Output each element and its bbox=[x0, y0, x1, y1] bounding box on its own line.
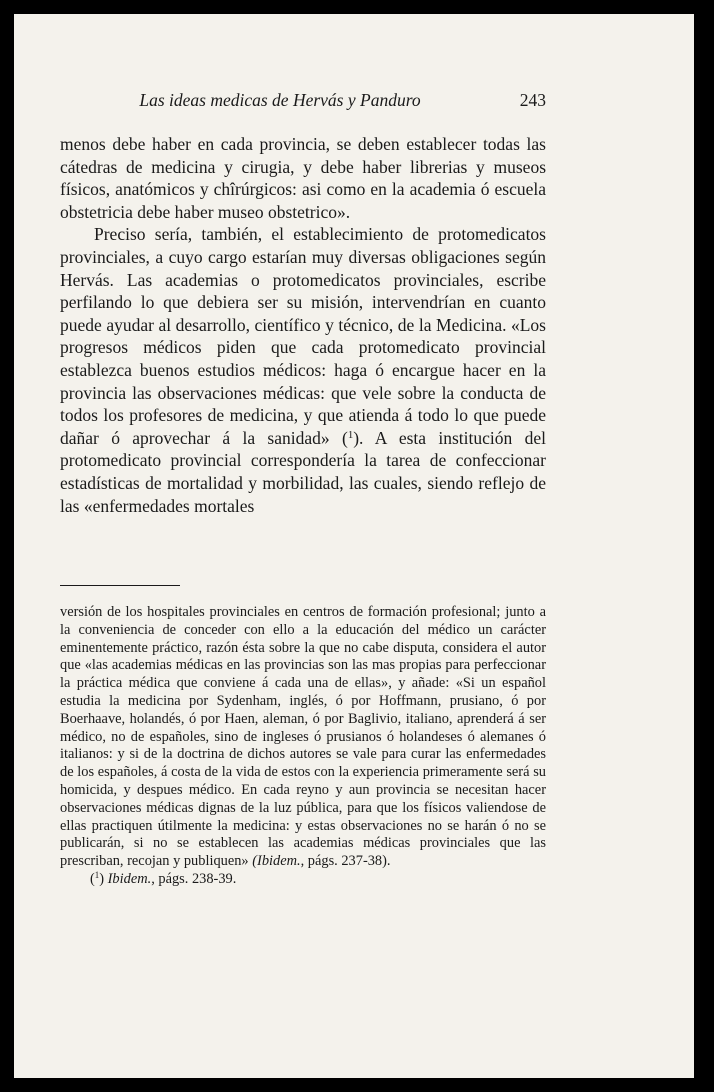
paragraph-2-continuation: ). A esta institución del protomedicato provincial correspondería la tarea de confeccionar estadísticas de mortalidad y morbilidad, las cuales, siendo reflejo de las «enfermedades mortales bbox=[60, 427, 546, 516]
footnote-continued-pages: , págs. 237-38). bbox=[300, 853, 391, 870]
book-page bbox=[14, 14, 694, 1078]
paragraph-2-text: Preciso sería, también, el establecimiento de protomedicatos provinciales, a cuyo cargo estarían muy diversas obligaciones según Hervás. Las academias o protomedicatos provinciales, escribe perfilando lo que debiera ser su misión, intervendrían en cuanto puede ayudar al desarrollo, científico y técnico, de la Medicina. «Los progresos médicos piden que cada protomedicato provincial establezca buenos estudios médicos: haga ó encargue hacer en la provincia las observaciones médicas: que vele sobre la conducta de todos los profesores de medicina, y que atienda á todo lo que puede dañar ó aprovechar á la sanidad» ( bbox=[60, 224, 546, 448]
footnote-1: ($^1$) Ibidem., págs. 238-39. bbox=[90, 870, 237, 887]
main-text bbox=[60, 133, 546, 517]
footnote-1-pages: , págs. 238-39. bbox=[151, 870, 237, 887]
page-number: 243 bbox=[519, 90, 546, 110]
footnotes bbox=[60, 604, 546, 889]
footnote-1-marker: 1 bbox=[94, 870, 100, 881]
footnote-separator bbox=[60, 585, 180, 586]
footnote-continued-text: versión de los hospitales provinciales en centros de formación profesional; junto a la conveniencia de conceder con ello a la educación del médico un carácter eminentemente práctico, razón ésta sobre la que no cabe disputa, considera el autor que «las academias médicas en las provincias son las mas propias para perfeccionar la práctica médica que conviene á cada una de ellas», y añade: «Si un español estudia la medicina por Sydenham, inglés, ó por Hoffmann, prusiano, ó por Boerhaave, holandés, ó por Haen, aleman, ó por Baglivio, italiano, aprenderá á ser médico, no de españoles, sino de ingleses ó prusianos ó holandeses ó alemanes ó italianos: y si de la doctrina de dichos autores se vale para curar las enfermedades de los españoles, á costa de la vida de estos con la experiencia primeramente será su homicida, y despues médico. En cada reyno y aun provincia se necesitan hacer observaciones médicas dignas de la luz pública, para que los físicos valiendose de ellas practiquen útilmente la medicina: y estas observaciones no se harán ó no se publicarán, si no se establecen las academias médicas provinciales que las prescriban, recojan y publiquen» bbox=[60, 604, 546, 870]
footnote-1-cite: Ibidem. bbox=[107, 870, 152, 887]
footnote-continued-cite: (Ibidem. bbox=[252, 853, 301, 870]
paragraph-2 bbox=[60, 223, 546, 517]
running-title: Las ideas medicas de Hervás y Panduro bbox=[139, 90, 421, 110]
paragraph-1: menos debe haber en cada provincia, se deben establecer todas las cátedras de medicina y cirugia, y debe haber librerias y museos físicos, anatómicos y chîrúrgicos: asi como en la academia ó escuela obstetricia debe haber museo obstetrico». bbox=[60, 134, 546, 222]
footnote-reference: 1 bbox=[347, 428, 354, 441]
running-head bbox=[60, 88, 546, 112]
footnote-continued bbox=[60, 604, 546, 871]
